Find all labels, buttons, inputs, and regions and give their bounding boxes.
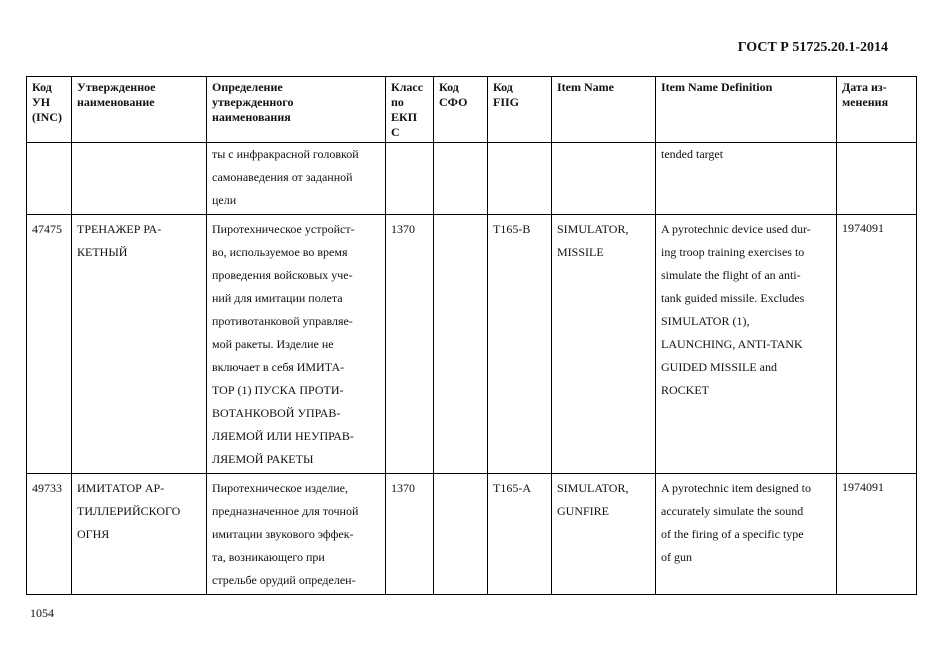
header-change-date bbox=[837, 77, 917, 143]
header-line: (INC) bbox=[32, 110, 62, 124]
header-item-name bbox=[552, 77, 656, 143]
cell-definition bbox=[207, 143, 386, 215]
text-line: simulate the flight of an anti- bbox=[661, 268, 801, 282]
text-line: во, используемое во время bbox=[212, 245, 348, 259]
header-line: Класс bbox=[391, 80, 424, 94]
cell-item-name bbox=[552, 143, 656, 215]
cell-code-fiig: T165-B bbox=[488, 215, 552, 474]
text-line: ИМИТАТОР АР- bbox=[77, 481, 165, 495]
cell-approved-name bbox=[72, 215, 207, 474]
text-line: та, возникающего при bbox=[212, 550, 325, 564]
header-line: FIIG bbox=[493, 95, 520, 109]
text-line: имитации звукового эффек- bbox=[212, 527, 354, 541]
text-line: противотанковой управляе- bbox=[212, 314, 353, 328]
header-line: Определение bbox=[212, 80, 283, 94]
cell-item-name-definition bbox=[656, 215, 837, 474]
text-line: ний для имитации полета bbox=[212, 291, 343, 305]
text-line: of the firing of a specific type bbox=[661, 527, 804, 541]
header-line: наименования bbox=[212, 110, 291, 124]
cell-approved-name bbox=[72, 474, 207, 595]
cell-item-name bbox=[552, 215, 656, 474]
cell-change-date: 1974091 bbox=[837, 215, 917, 474]
cell-class-ekps bbox=[386, 143, 434, 215]
header-line: наименование bbox=[77, 95, 155, 109]
header-item-name-definition bbox=[656, 77, 837, 143]
header-approved-name bbox=[72, 77, 207, 143]
text-line: ing troop training exercises to bbox=[661, 245, 805, 259]
text-line: ТРЕНАЖЕР РА- bbox=[77, 222, 162, 236]
text-line: самонаведения от заданной bbox=[212, 170, 353, 184]
text-line: accurately simulate the sound bbox=[661, 504, 804, 518]
text-line: Пиротехническое устройст- bbox=[212, 222, 355, 236]
text-line: LAUNCHING, ANTI-TANK bbox=[661, 337, 803, 351]
header-line: СФО bbox=[439, 95, 468, 109]
text-line: ОГНЯ bbox=[77, 527, 110, 541]
cell-code-un: 49733 bbox=[27, 474, 72, 595]
text-line: A pyrotechnic device used dur- bbox=[661, 222, 811, 236]
text-line: of gun bbox=[661, 550, 692, 564]
text-line: стрельбе орудий определен- bbox=[212, 573, 356, 587]
cell-code-fiig: T165-A bbox=[488, 474, 552, 595]
cell-definition bbox=[207, 215, 386, 474]
header-line: С bbox=[391, 125, 400, 139]
text-line: tank guided missile. Excludes bbox=[661, 291, 805, 305]
cell-class-ekps: 1370 bbox=[386, 474, 434, 595]
cell-definition bbox=[207, 474, 386, 595]
document-standard-header: ГОСТ Р 51725.20.1-2014 bbox=[737, 40, 888, 55]
table-row bbox=[27, 474, 917, 595]
cell-item-name-definition bbox=[656, 143, 837, 215]
cell-code-un: 47475 bbox=[27, 215, 72, 474]
cell-item-name bbox=[552, 474, 656, 595]
text-line: MISSILE bbox=[557, 245, 604, 259]
header-line: Item Name bbox=[557, 80, 614, 94]
header-line: Код bbox=[493, 80, 513, 94]
text-line: предназначенное для точной bbox=[212, 504, 359, 518]
text-line: включает в себя ИМИТА- bbox=[212, 360, 345, 374]
cell-code-sfo bbox=[434, 143, 488, 215]
header-class-ekps bbox=[386, 77, 434, 143]
text-line: Пиротехническое изделие, bbox=[212, 481, 348, 495]
cell-change-date: 1974091 bbox=[837, 474, 917, 595]
cell-item-name-definition bbox=[656, 474, 837, 595]
header-code-sfo bbox=[434, 77, 488, 143]
cell-approved-name bbox=[72, 143, 207, 215]
text-line: ЛЯЕМОЙ ИЛИ НЕУПРАВ- bbox=[212, 429, 354, 443]
header-code-un bbox=[27, 77, 72, 143]
text-line: SIMULATOR, bbox=[557, 222, 629, 236]
table-row-continuation bbox=[27, 143, 917, 215]
text-line: ЛЯЕМОЙ РАКЕТЫ bbox=[212, 452, 314, 466]
header-code-fiig bbox=[488, 77, 552, 143]
text-line: GUNFIRE bbox=[557, 504, 610, 518]
header-line: утвержденного bbox=[212, 95, 294, 109]
cell-change-date bbox=[837, 143, 917, 215]
cell-code-sfo bbox=[434, 215, 488, 474]
cell-code-un bbox=[27, 143, 72, 215]
header-line: Код bbox=[439, 80, 459, 94]
text-line: КЕТНЫЙ bbox=[77, 245, 128, 259]
text-line: ТОР (1) ПУСКА ПРОТИ- bbox=[212, 383, 344, 397]
classification-table bbox=[26, 76, 917, 595]
text-line: SIMULATOR, bbox=[557, 481, 629, 495]
table-row bbox=[27, 215, 917, 474]
text-line: проведения войсковых уче- bbox=[212, 268, 353, 282]
text-line: GUIDED MISSILE and bbox=[661, 360, 777, 374]
cell-class-ekps: 1370 bbox=[386, 215, 434, 474]
text-line: SIMULATOR (1), bbox=[661, 314, 750, 328]
text-line: цели bbox=[212, 193, 237, 207]
table-header-row bbox=[27, 77, 917, 143]
text-line: мой ракеты. Изделие не bbox=[212, 337, 334, 351]
header-definition bbox=[207, 77, 386, 143]
header-line: УН bbox=[32, 95, 51, 109]
cell-code-sfo bbox=[434, 474, 488, 595]
header-line: менения bbox=[842, 95, 889, 109]
cell-code-fiig bbox=[488, 143, 552, 215]
header-line: Утвержденное bbox=[77, 80, 156, 94]
text-line: ТИЛЛЕРИЙСКОГО bbox=[77, 504, 181, 518]
header-line: Дата из- bbox=[842, 80, 887, 94]
header-line: Код bbox=[32, 80, 52, 94]
header-line: по bbox=[391, 95, 404, 109]
text-line: ROCKET bbox=[661, 383, 709, 397]
text-line: ВОТАНКОВОЙ УПРАВ- bbox=[212, 406, 341, 420]
header-line: Item Name Definition bbox=[661, 80, 773, 94]
text-line: ты с инфракрасной головкой bbox=[212, 147, 359, 161]
header-line: ЕКП bbox=[391, 110, 418, 124]
page-number: 1054 bbox=[30, 606, 54, 620]
text-line: A pyrotechnic item designed to bbox=[661, 481, 811, 495]
text-line: tended target bbox=[661, 147, 724, 161]
